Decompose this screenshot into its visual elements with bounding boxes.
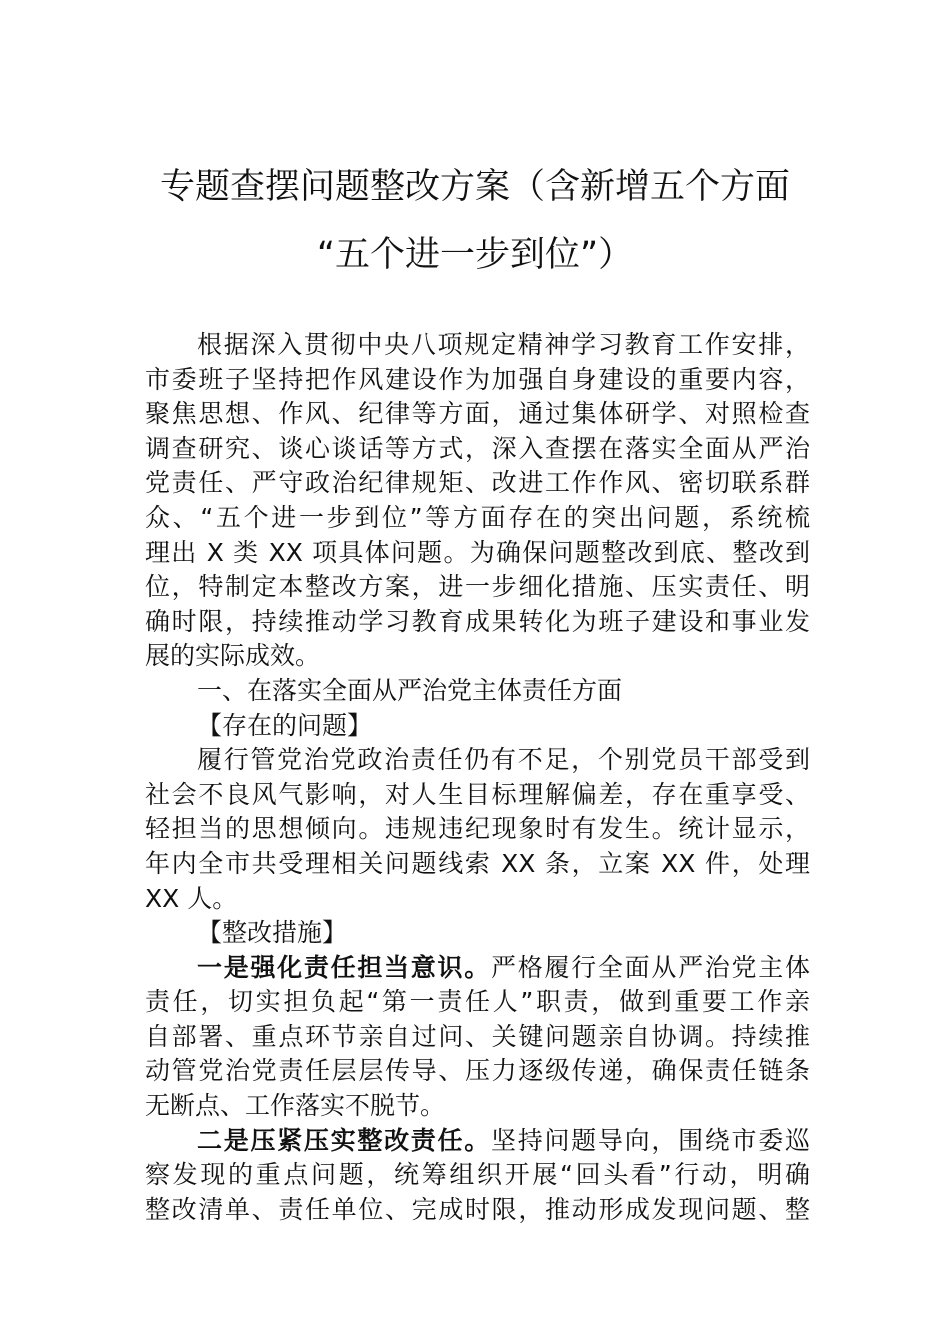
problems-line: 年内全市共受理相关问题线索 XX 条，立案 XX 件，处理 xyxy=(145,848,810,878)
problems-label: 【存在的问题】 xyxy=(197,710,373,740)
problems-line: 履行管党治党政治责任仍有不足，个别党员干部受到 xyxy=(197,745,810,775)
intro-line: 展的实际成效。 xyxy=(145,641,321,671)
intro-line: 众、“五个进一步到位”等方面存在的突出问题，系统梳 xyxy=(145,502,810,532)
section-heading: 一、在落实全面从严治党主体责任方面 xyxy=(197,675,623,705)
measure-line: 自部署、重点环节亲自过问、关键问题亲自协调。持续推 xyxy=(145,1021,810,1051)
measure-text: 坚持问题导向，围绕市委巡 xyxy=(491,1125,810,1155)
measure-lead: 一是强化责任担当意识。 xyxy=(197,952,491,982)
problems-line: XX 人。 xyxy=(145,883,238,913)
document-title-line-2: “五个进一步到位”） xyxy=(316,235,634,275)
problems-line: 轻担当的思想倾向。违规违纪现象时有发生。统计显示， xyxy=(145,814,810,844)
measure-line: 动管党治党责任层层传导、压力逐级传递，确保责任链条 xyxy=(145,1056,810,1086)
measure-line: 察发现的重点问题，统筹组织开展“回头看”行动，明确 xyxy=(145,1160,810,1190)
intro-line: 调查研究、谈心谈话等方式，深入查摆在落实全面从严治 xyxy=(145,433,810,463)
intro-line: 理出 X 类 XX 项具体问题。为确保问题整改到底、整改到 xyxy=(145,537,810,567)
document-title-line-1: 专题查摆问题整改方案（含新增五个方面 xyxy=(159,167,790,207)
measure-lead: 二是压紧压实整改责任。 xyxy=(197,1125,491,1155)
intro-line: 位，特制定本整改方案，进一步细化措施、压实责任、明 xyxy=(145,572,810,602)
measures-label: 【整改措施】 xyxy=(197,918,348,948)
measure-text: 严格履行全面从严治党主体 xyxy=(491,952,810,982)
measure-line: 责任，切实担负起“第一责任人”职责，做到重要工作亲 xyxy=(145,987,810,1017)
intro-line: 根据深入贯彻中央八项规定精神学习教育工作安排， xyxy=(197,330,810,359)
document-body xyxy=(145,328,810,1227)
measure-line: 无断点、工作落实不脱节。 xyxy=(145,1091,446,1121)
intro-line: 市委班子坚持把作风建设作为加强自身建设的重要内容， xyxy=(145,364,810,394)
measure-line xyxy=(145,951,810,986)
intro-line: 聚焦思想、作风、纪律等方面，通过集体研学、对照检查 xyxy=(145,399,810,429)
measure-line xyxy=(145,1124,810,1159)
measure-line: 整改清单、责任单位、完成时限，推动形成发现问题、整 xyxy=(145,1194,810,1224)
intro-line: 确时限，持续推动学习教育成果转化为班子建设和事业发 xyxy=(145,606,810,636)
problems-line: 社会不良风气影响，对人生目标理解偏差，存在重享受、 xyxy=(145,779,810,809)
intro-line: 党责任、严守政治纪律规矩、改进工作作风、密切联系群 xyxy=(145,468,810,498)
